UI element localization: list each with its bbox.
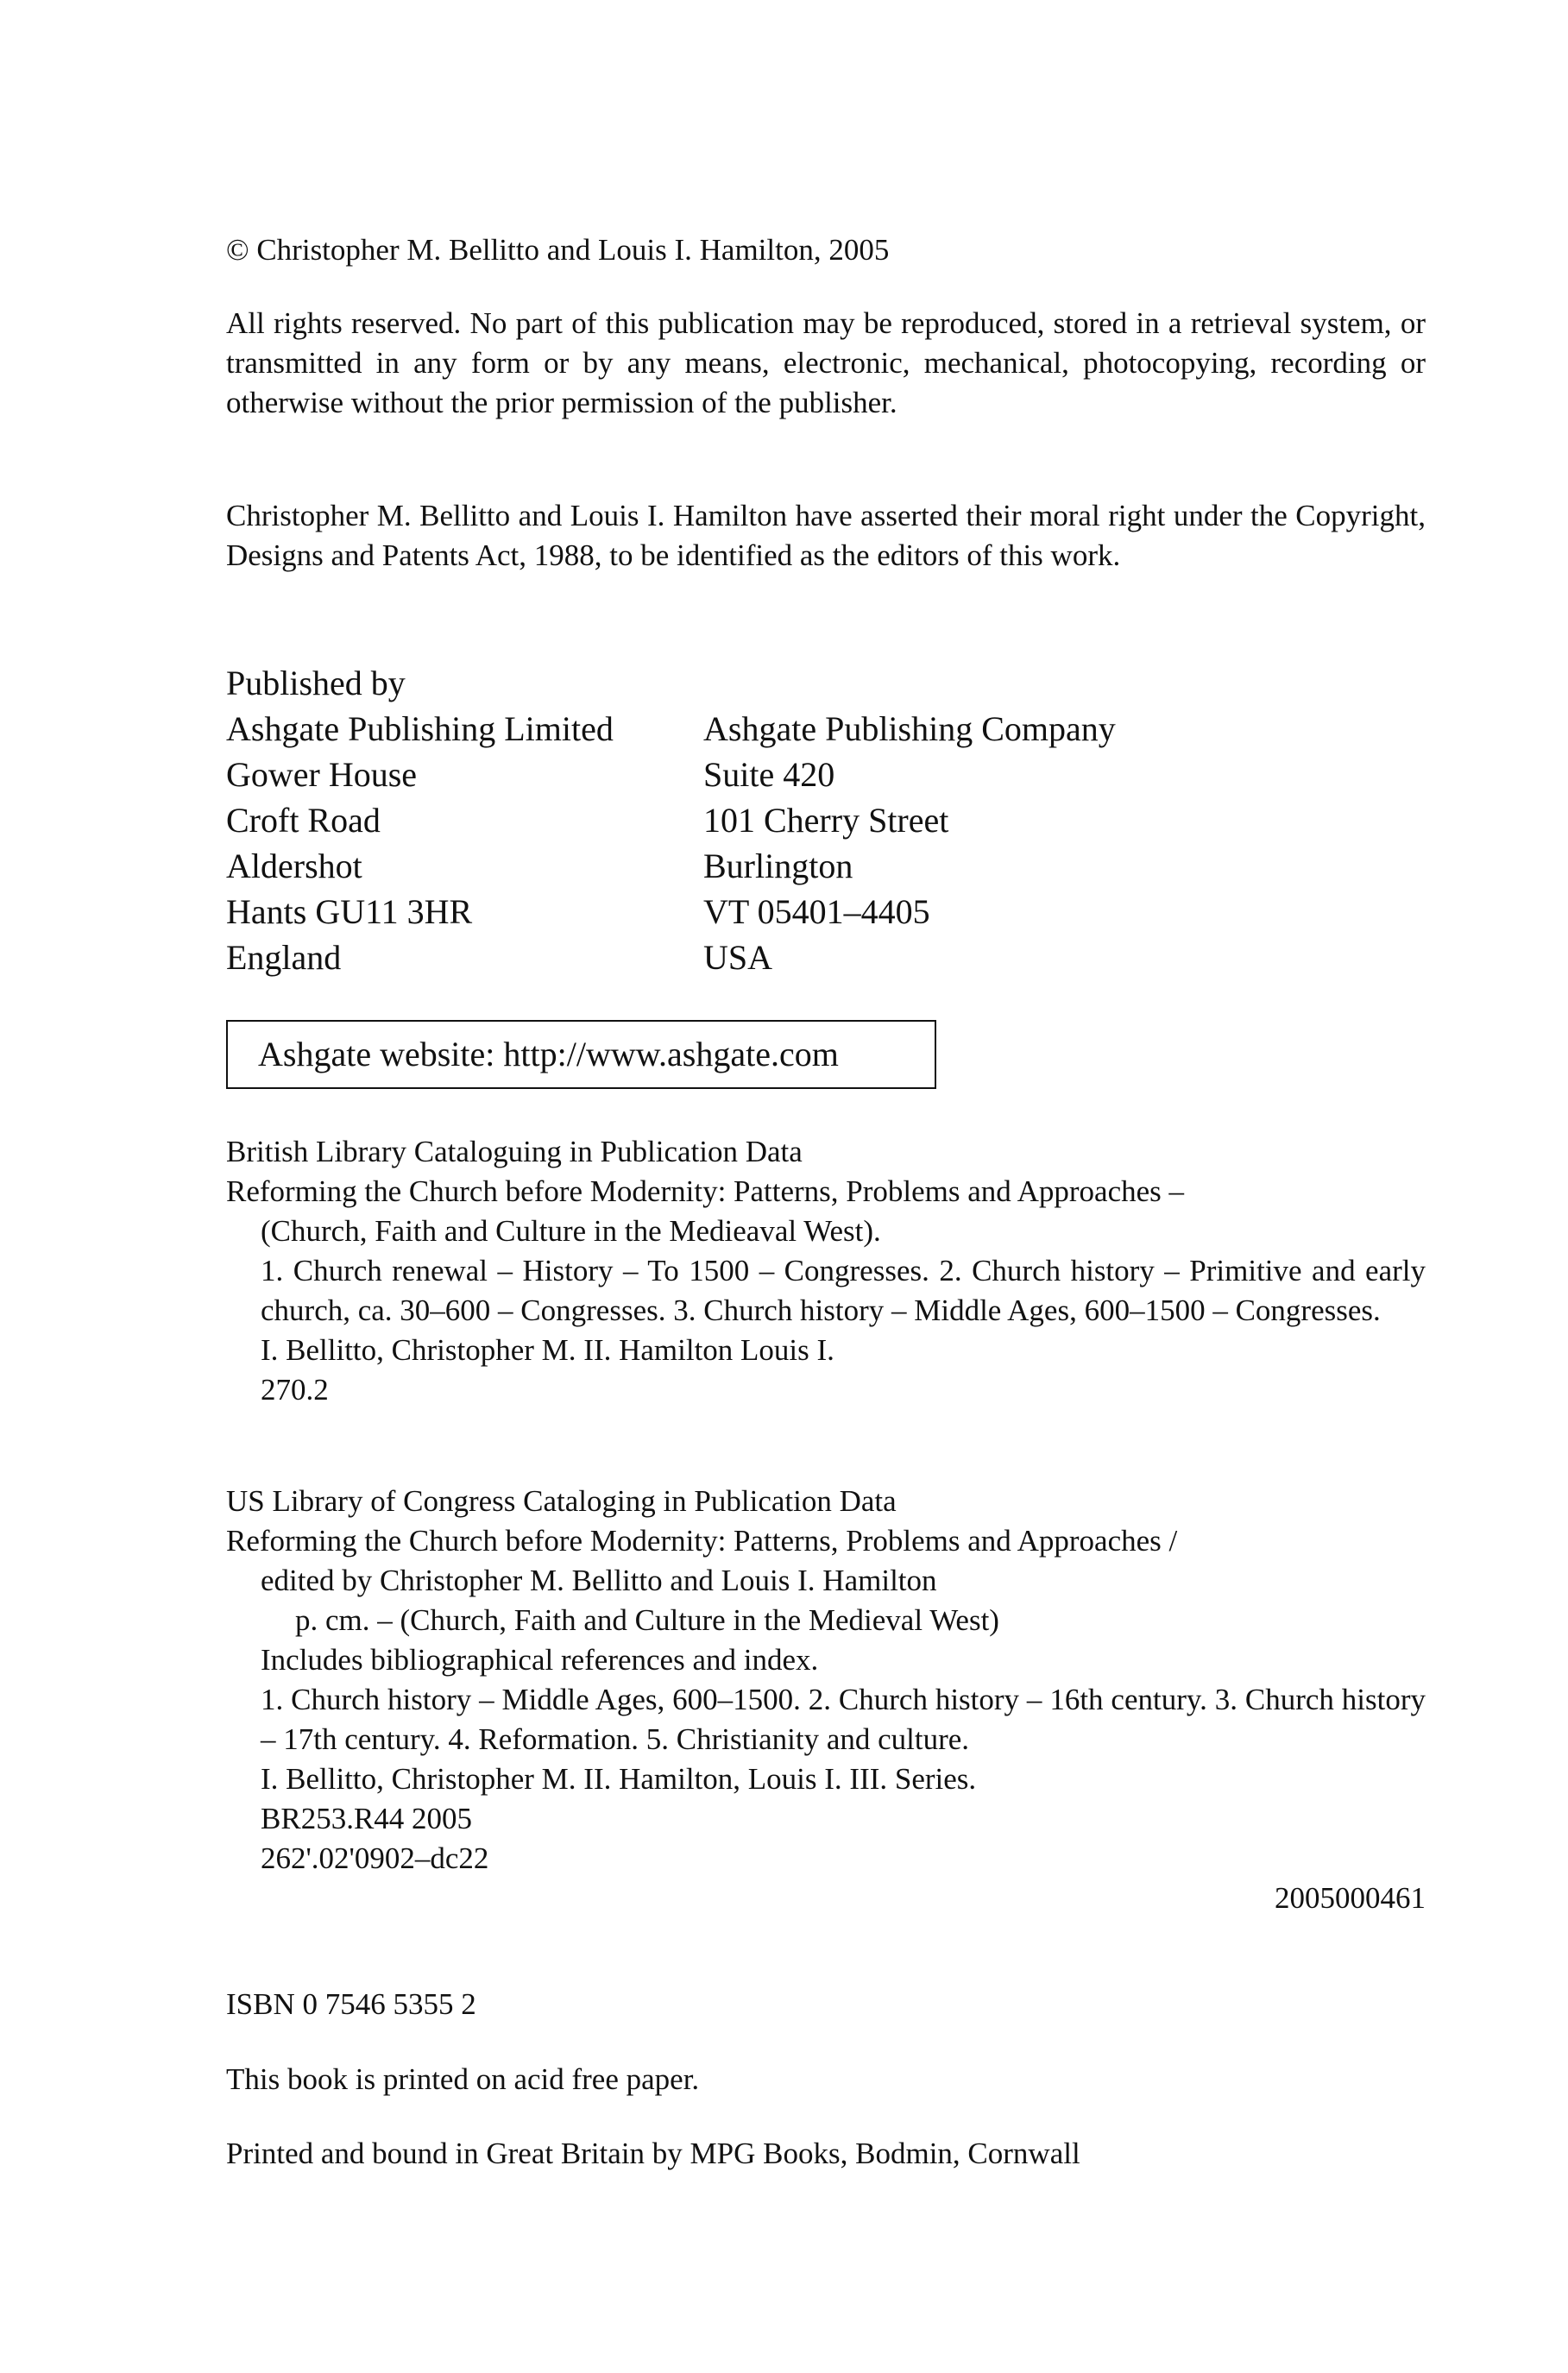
paper-note: This book is printed on acid free paper.	[226, 2062, 700, 2096]
us-includes: Includes bibliographical references and index.	[261, 1643, 819, 1677]
us-address-line: 101 Cherry Street	[703, 801, 949, 840]
us-title: Reforming the Church before Modernity: Patterns, Problems and Approaches /	[226, 1524, 1178, 1558]
website-box: Ashgate website: http://www.ashgate.com	[226, 1020, 936, 1089]
isbn-line	[226, 1985, 1426, 2024]
british-library-cip	[226, 1132, 1426, 1410]
us-address	[703, 706, 1307, 980]
copyright-line: © Christopher M. Bellitto and Louis I. Hamilton, 2005	[226, 233, 890, 267]
published-by-heading: Published by	[226, 664, 406, 702]
us-library-cip	[226, 1482, 1426, 1918]
us-address-line: Suite 420	[703, 755, 835, 794]
bl-title: Reforming the Church before Modernity: Patterns, Problems and Approaches –	[226, 1174, 1185, 1208]
moral-right-paragraph	[226, 496, 1426, 576]
publisher-section	[226, 660, 1426, 980]
publisher-addresses	[226, 706, 1426, 980]
rights-text: All rights reserved. No part of this publication may be reproduced, stored in a retrieval system, or transmitted in any form or by any means, electronic, mechanical, photocopying, recording or otherwise without the prior permission of the publisher.	[226, 306, 1426, 419]
copyright-notice	[226, 230, 1426, 270]
us-subjects: 1. Church history – Middle Ages, 600–1500. 2. Church history – 16th century. 3. Church history – 17th century. 4. Reformation. 5. Christianity and culture.	[261, 1683, 1426, 1756]
bl-heading: British Library Cataloguing in Publication Data	[226, 1135, 803, 1168]
us-address-line: USA	[703, 938, 773, 977]
us-lccn: 2005000461	[1275, 1881, 1426, 1915]
us-call-number: BR253.R44 2005	[261, 1802, 473, 1835]
printer-line	[226, 2134, 1426, 2174]
bl-title-cont: (Church, Faith and Culture in the Medieaval West).	[261, 1214, 881, 1248]
us-names: I. Bellitto, Christopher M. II. Hamilton, Louis I. III. Series.	[261, 1762, 977, 1796]
bl-classification: 270.2	[261, 1373, 329, 1407]
bl-subjects: 1. Church renewal – History – To 1500 – Congresses. 2. Church history – Primitive and early church, ca. 30–600 – Congresses. 3. Church history – Middle Ages, 600–1500 – Congresses.	[261, 1254, 1426, 1327]
uk-address-line: Gower House	[226, 755, 418, 794]
uk-address	[226, 706, 703, 980]
uk-address-line: Ashgate Publishing Limited	[226, 709, 614, 748]
moral-right-text: Christopher M. Bellitto and Louis I. Hamilton have asserted their moral right under the Copyright, Designs and Patents Act, 1988, to be identified as the editors of this work.	[226, 499, 1426, 572]
rights-paragraph	[226, 304, 1426, 423]
us-address-line: Ashgate Publishing Company	[703, 709, 1116, 748]
us-address-line: VT 05401–4405	[703, 892, 930, 931]
us-heading: US Library of Congress Cataloging in Publication Data	[226, 1484, 897, 1518]
us-physical: p. cm. – (Church, Faith and Culture in the Medieval West)	[295, 1603, 999, 1637]
printer-note: Printed and bound in Great Britain by MPG Books, Bodmin, Cornwall	[226, 2137, 1080, 2170]
isbn: ISBN 0 7546 5355 2	[226, 1987, 476, 2021]
uk-address-line: Aldershot	[226, 847, 362, 885]
paper-line	[226, 2060, 1426, 2099]
us-title-cont: edited by Christopher M. Bellitto and Louis I. Hamilton	[261, 1564, 937, 1597]
us-address-line: Burlington	[703, 847, 853, 885]
bl-names: I. Bellitto, Christopher M. II. Hamilton Louis I.	[261, 1333, 834, 1367]
uk-address-line: Croft Road	[226, 801, 381, 840]
us-dewey: 262'.02'0902–dc22	[261, 1841, 489, 1875]
uk-address-line: Hants GU11 3HR	[226, 892, 473, 931]
uk-address-line: England	[226, 938, 342, 977]
